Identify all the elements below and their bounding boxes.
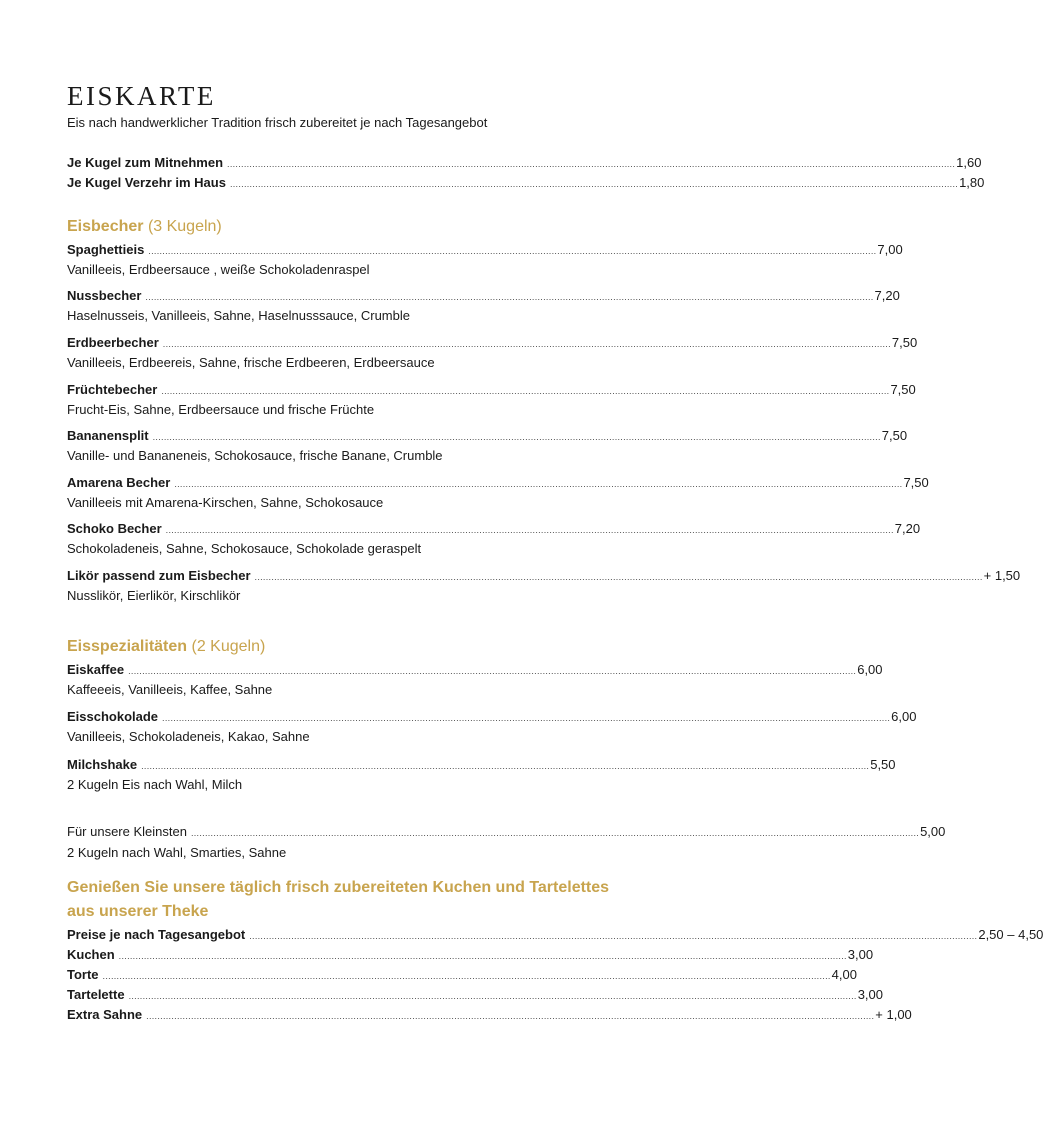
item-description: Haselnusseis, Vanilleeis, Sahne, Haselnusssauce, Crumble (67, 308, 410, 323)
item-description: Vanille- und Bananeneis, Schokosauce, frische Banane, Crumble (67, 448, 443, 463)
price-line-milchshake (67, 756, 896, 774)
section-heading-title: Eisspezialitäten (67, 638, 188, 655)
dot-leader: .................................................................................................................................................................................................................................................................... (165, 525, 894, 535)
section-heading-eisbecher (67, 217, 222, 237)
item-name: Erdbeerbecher (67, 335, 159, 350)
item-description: Nusslikör, Eierlikör, Kirschlikör (67, 588, 241, 603)
item-price: 7,50 (890, 382, 916, 397)
item-price: 6,00 (857, 662, 883, 677)
dot-leader: .................................................................................................................................................................................................................................................................... (254, 572, 983, 582)
dot-leader: .................................................................................................................................................................................................................................................................... (145, 292, 874, 302)
page-subtitle: Eis nach handwerklicher Tradition frisch zubereitet je nach Tagesangebot (67, 115, 488, 130)
item-description: Vanilleeis mit Amarena-Kirschen, Sahne, Schokosauce (67, 495, 384, 510)
item-description: 2 Kugeln nach Wahl, Smarties, Sahne (67, 845, 287, 860)
dot-leader: .................................................................................................................................................................................................................................................................... (161, 386, 890, 396)
item-price: + 1,00 (875, 1007, 912, 1022)
item-name: Schoko Becher (67, 521, 162, 536)
section-heading-kuchen-line1: Genießen Sie unsere täglich frisch zubereiteten Kuchen und Tartelettes (67, 879, 610, 896)
dot-leader: .................................................................................................................................................................................................................................................................... (162, 339, 891, 349)
item-description: Frucht-Eis, Sahne, Erdbeersauce und frische Früchte (67, 402, 375, 417)
item-price: 7,50 (903, 475, 929, 490)
price-line-nussbecher (67, 287, 900, 305)
item-price: + 1,50 (983, 568, 1021, 583)
section-heading-note: (3 Kugeln) (147, 218, 222, 235)
page-title: EISKARTE (67, 81, 216, 111)
item-price: 7,00 (877, 242, 903, 257)
dot-leader: .................................................................................................................................................................................................................................................................... (146, 1011, 875, 1021)
price-line-torte (67, 966, 857, 984)
item-name: Je Kugel zum Mitnehmen (67, 155, 224, 170)
dot-leader: .................................................................................................................................................................................................................................................................... (174, 479, 903, 489)
price-line-amarena-becher (67, 474, 929, 492)
item-price: 7,20 (894, 521, 921, 536)
price-line-eiskaffee (67, 661, 883, 679)
price-line-fruechtebecher (67, 381, 916, 399)
price-line-kleinsten (67, 823, 946, 841)
price-line-likoer (67, 567, 1021, 585)
dot-leader: .................................................................................................................................................................................................................................................................... (128, 991, 857, 1001)
item-price: 4,00 (831, 967, 857, 982)
item-price: 1,80 (959, 175, 985, 190)
item-name: Likör passend zum Eisbecher (67, 568, 251, 583)
item-name: Kuchen (67, 947, 115, 962)
item-name: Tartelette (67, 987, 125, 1002)
item-name: Milchshake (67, 757, 138, 772)
price-line-kugel-im-haus (67, 174, 985, 192)
item-name: Amarena Becher (67, 475, 171, 490)
item-price: 3,00 (857, 987, 883, 1002)
price-line-kugel-mitnehmen (67, 154, 982, 172)
section-heading-title: Eisbecher (67, 218, 144, 235)
item-price: 6,00 (891, 709, 917, 724)
item-name: Torte (67, 967, 99, 982)
price-line-spaghettieis (67, 241, 903, 259)
item-price: 5,50 (870, 757, 896, 772)
item-price: 7,50 (891, 335, 918, 350)
dot-leader: .................................................................................................................................................................................................................................................................... (249, 931, 978, 941)
dot-leader: .................................................................................................................................................................................................................................................................... (152, 432, 881, 442)
price-line-kuchen (67, 946, 874, 964)
item-price: 2,50 – 4,50 (978, 927, 1043, 942)
item-description: Schokoladeneis, Sahne, Schokosauce, Schokolade geraspelt (67, 541, 422, 556)
dot-leader: .................................................................................................................................................................................................................................................................... (118, 951, 847, 961)
dot-leader: .................................................................................................................................................................................................................................................................... (227, 159, 956, 169)
item-name: Je Kugel Verzehr im Haus (67, 175, 226, 190)
item-price: 5,00 (920, 824, 946, 839)
section-heading-kuchen-line2: aus unserer Theke (67, 903, 209, 920)
price-line-erdbeerbecher (67, 334, 918, 352)
price-line-eisschokolade (67, 708, 917, 726)
item-price: 7,50 (881, 428, 908, 443)
price-line-extra-sahne (67, 1006, 912, 1024)
dot-leader: .................................................................................................................................................................................................................................................................... (190, 828, 920, 838)
section-heading-eisspezialitaeten (67, 637, 265, 657)
item-name: Extra Sahne (67, 1007, 143, 1022)
item-price: 3,00 (847, 947, 874, 962)
section-heading-note: (2 Kugeln) (191, 638, 266, 655)
dot-leader: .................................................................................................................................................................................................................................................................... (148, 246, 877, 256)
item-name: Nussbecher (67, 288, 142, 303)
dot-leader: .................................................................................................................................................................................................................................................................... (162, 713, 891, 723)
price-line-bananensplit (67, 427, 908, 445)
item-description: Vanilleeis, Erdbeereis, Sahne, frische Erdbeeren, Erdbeersauce (67, 355, 435, 370)
price-line-schoko-becher (67, 520, 921, 538)
price-line-tartelette (67, 986, 883, 1004)
item-name: Früchtebecher (67, 382, 158, 397)
dot-leader: .................................................................................................................................................................................................................................................................... (229, 179, 959, 189)
item-name: Für unsere Kleinsten (67, 824, 187, 839)
item-name: Preise je nach Tagesangebot (67, 927, 246, 942)
dot-leader: .................................................................................................................................................................................................................................................................... (102, 971, 831, 981)
item-description: Vanilleeis, Schokoladeneis, Kakao, Sahne (67, 729, 310, 744)
item-name: Spaghettieis (67, 242, 145, 257)
item-price: 1,60 (956, 155, 982, 170)
item-description: Vanilleeis, Erdbeersauce , weiße Schokoladenraspel (67, 262, 370, 277)
item-name: Bananensplit (67, 428, 149, 443)
dot-leader: .................................................................................................................................................................................................................................................................... (141, 761, 870, 771)
item-price: 7,20 (874, 288, 900, 303)
item-description: Kaffeeeis, Vanilleeis, Kaffee, Sahne (67, 682, 273, 697)
price-line-tagesangebot (67, 926, 1043, 944)
dot-leader: .................................................................................................................................................................................................................................................................... (128, 666, 857, 676)
item-name: Eiskaffee (67, 662, 125, 677)
item-name: Eisschokolade (67, 709, 159, 724)
item-description: 2 Kugeln Eis nach Wahl, Milch (67, 777, 243, 792)
